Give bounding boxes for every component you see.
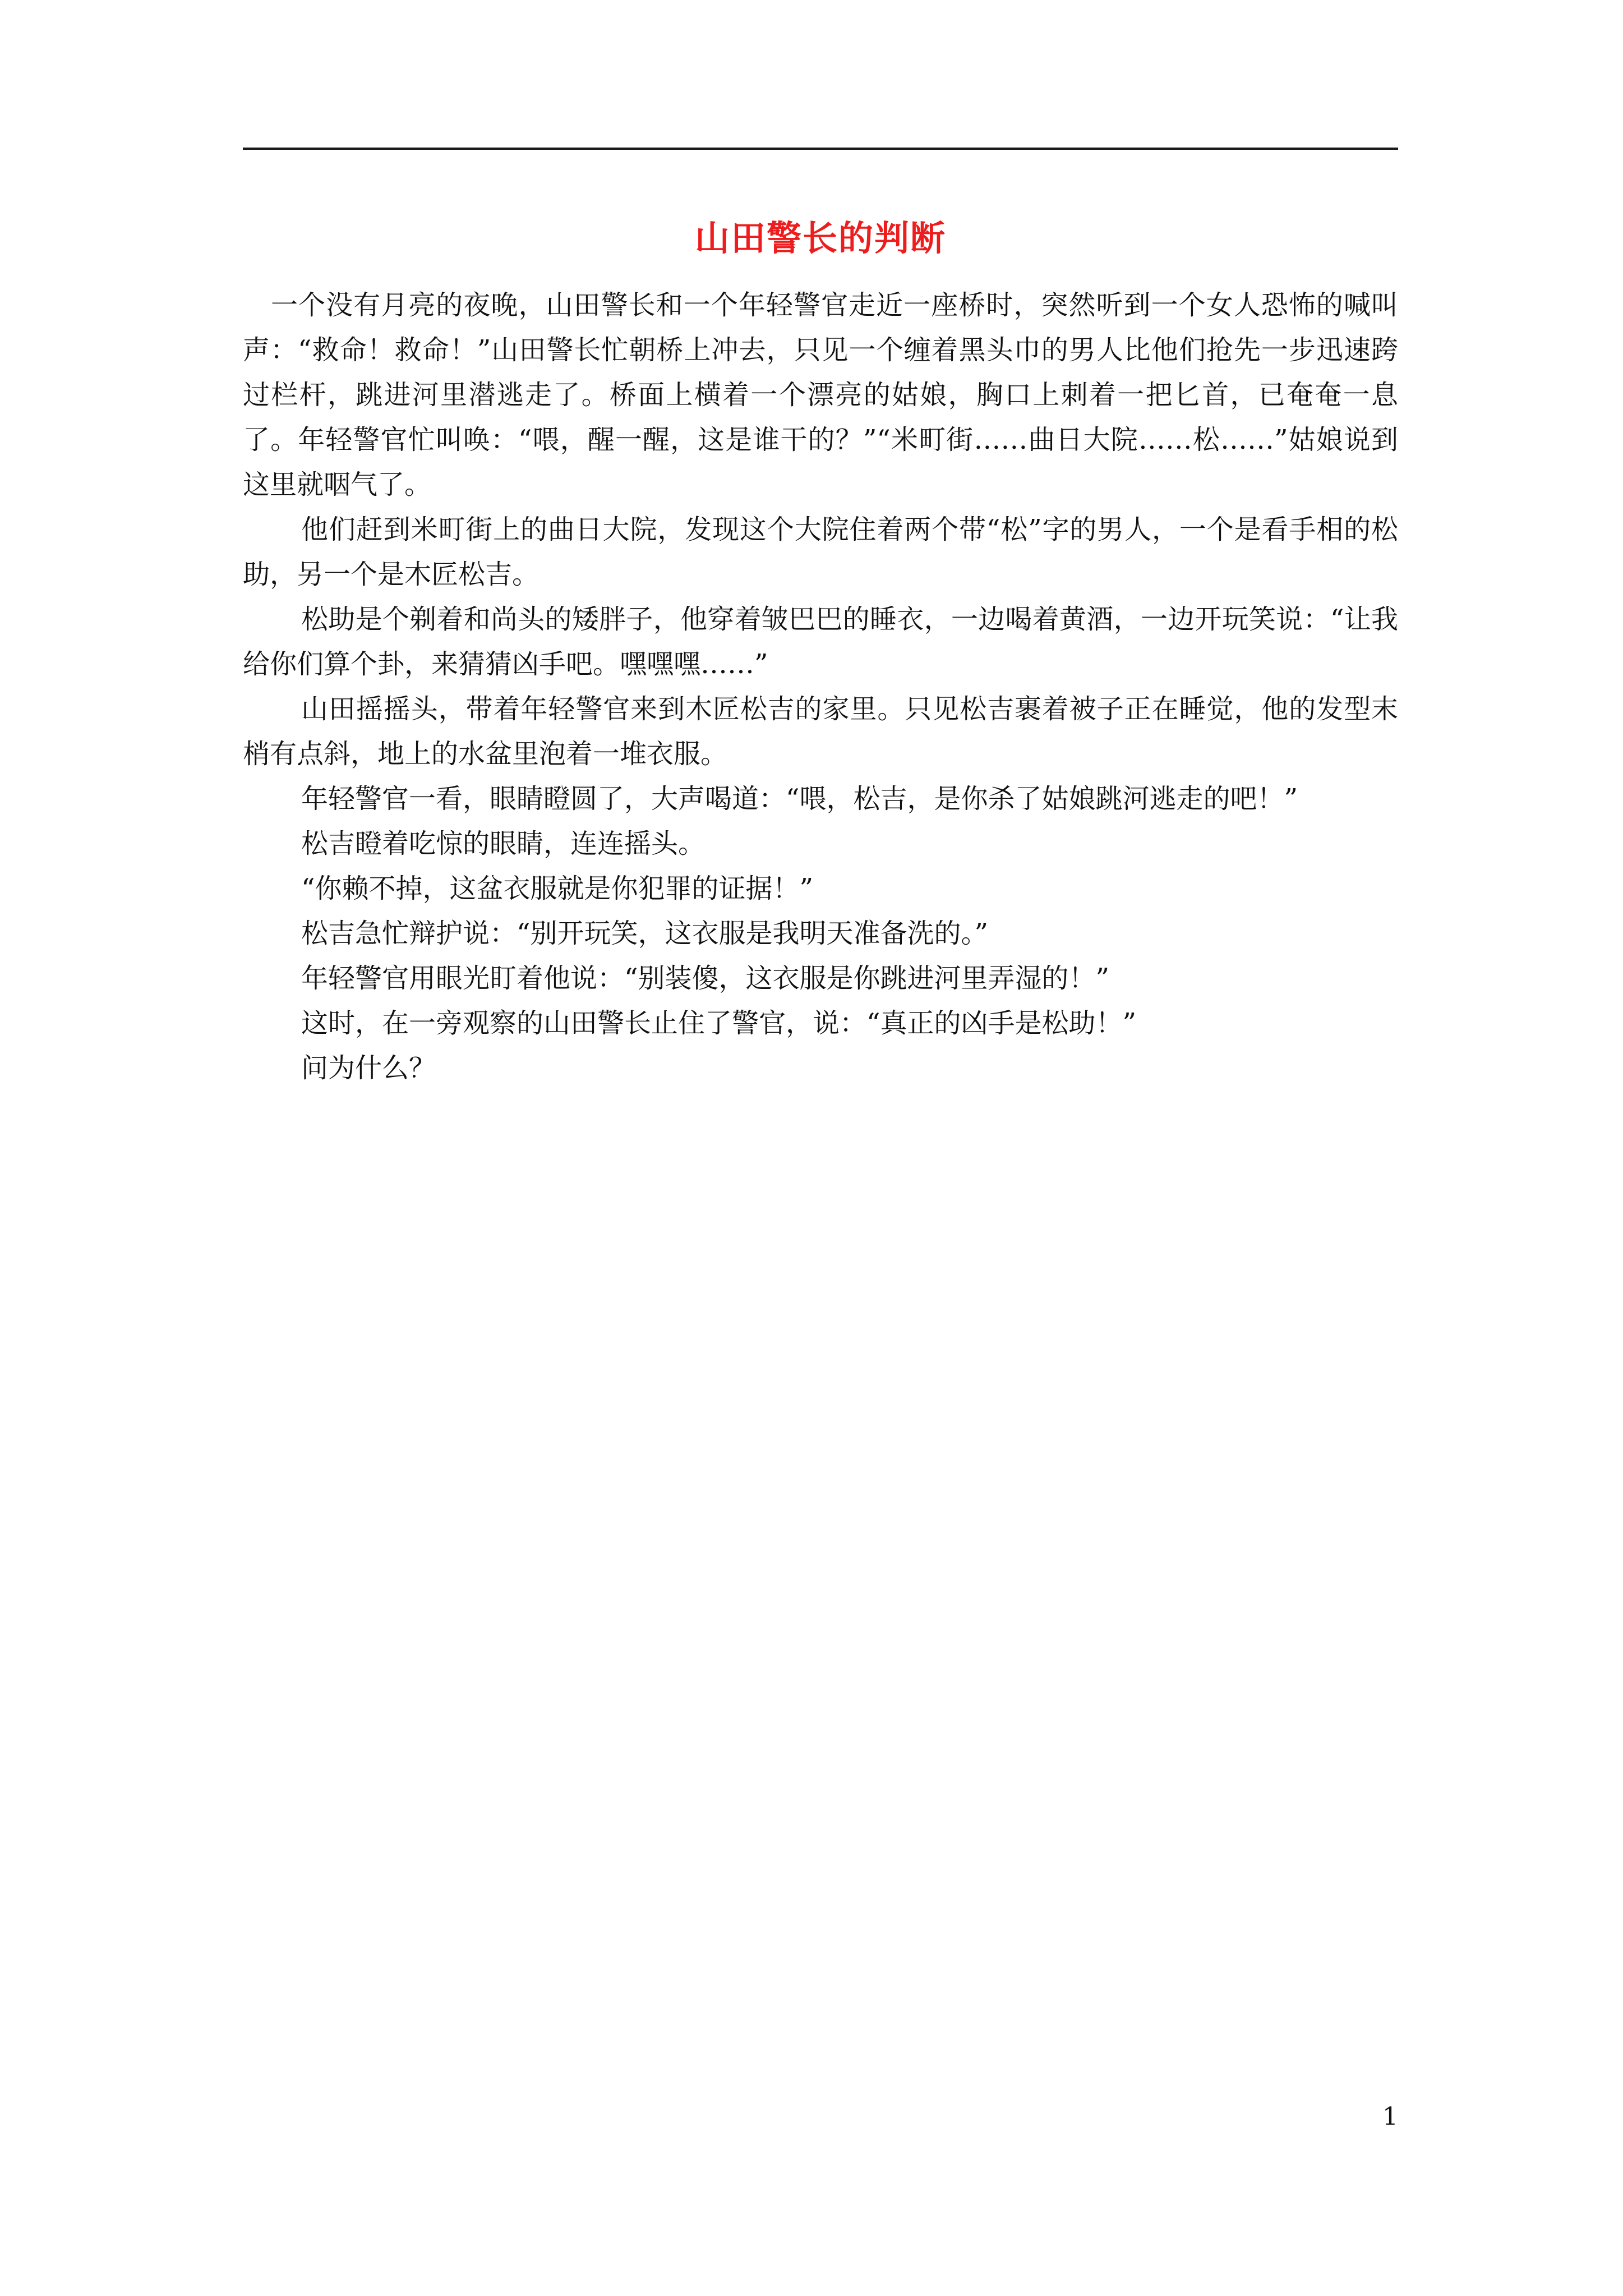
document-title: 山田警长的判断 bbox=[694, 218, 946, 259]
paragraph-5: 年轻警官一看，眼睛瞪圆了，大声喝道：“喂，松吉，是你杀了姑娘跳河逃走的吧！” bbox=[301, 783, 1298, 815]
paragraph-11: 问为什么？ bbox=[301, 1052, 436, 1084]
paragraph-7: “你赖不掉，这盆衣服就是你犯罪的证据！” bbox=[301, 873, 814, 904]
paragraph-4: 山田摇摇头，带着年轻警官来到木匠松吉的家里。只见松吉裹着被子正在睡觉，他的发型末梢有点斜，地上的水盆里泡着一堆衣服。 bbox=[243, 693, 1398, 770]
paragraph-3: 松助是个剃着和尚头的矮胖子，他穿着皱巴巴的睡衣，一边喝着黄酒，一边开玩笑说：“让我给你们算个卦，来猜猜凶手吧。嘿嘿嘿……” bbox=[243, 604, 1398, 680]
paragraph-1: 一个没有月亮的夜晚，山田警长和一个年轻警官走近一座桥时，突然听到一个女人恐怖的喊叫声：“救命！救命！”山田警长忙朝桥上冲去，只见一个缠着黑头巾的男人比他们抢先一步迅速跨过栏杆，跳进河里潜逃走了。桥面上横着一个漂亮的姑娘，胸口上刺着一把匕首，已奄奄一息了。年轻警官忙叫唤：“喂，醒一醒，这是谁干的？”“米町街……曲日大院……松……”姑娘说到这里就咽气了。 bbox=[243, 289, 1398, 500]
body-text bbox=[243, 283, 1398, 1091]
header-rule bbox=[243, 148, 1398, 150]
paragraph-8: 松吉急忙辩护说：“别开玩笑，这衣服是我明天准备洗的。” bbox=[301, 918, 989, 949]
paragraph-2: 他们赶到米町街上的曲日大院，发现这个大院住着两个带“松”字的男人，一个是看手相的松助，另一个是木匠松吉。 bbox=[243, 514, 1398, 590]
paragraph-10: 这时，在一旁观察的山田警长止住了警官，说：“真正的凶手是松助！” bbox=[301, 1007, 1137, 1039]
paragraph-9: 年轻警官用眼光盯着他说：“别装傻，这衣服是你跳进河里弄湿的！” bbox=[301, 963, 1110, 994]
paragraph-6: 松吉瞪着吃惊的眼睛，连连摇头。 bbox=[301, 828, 706, 859]
page-number: 1 bbox=[1382, 2102, 1398, 2131]
